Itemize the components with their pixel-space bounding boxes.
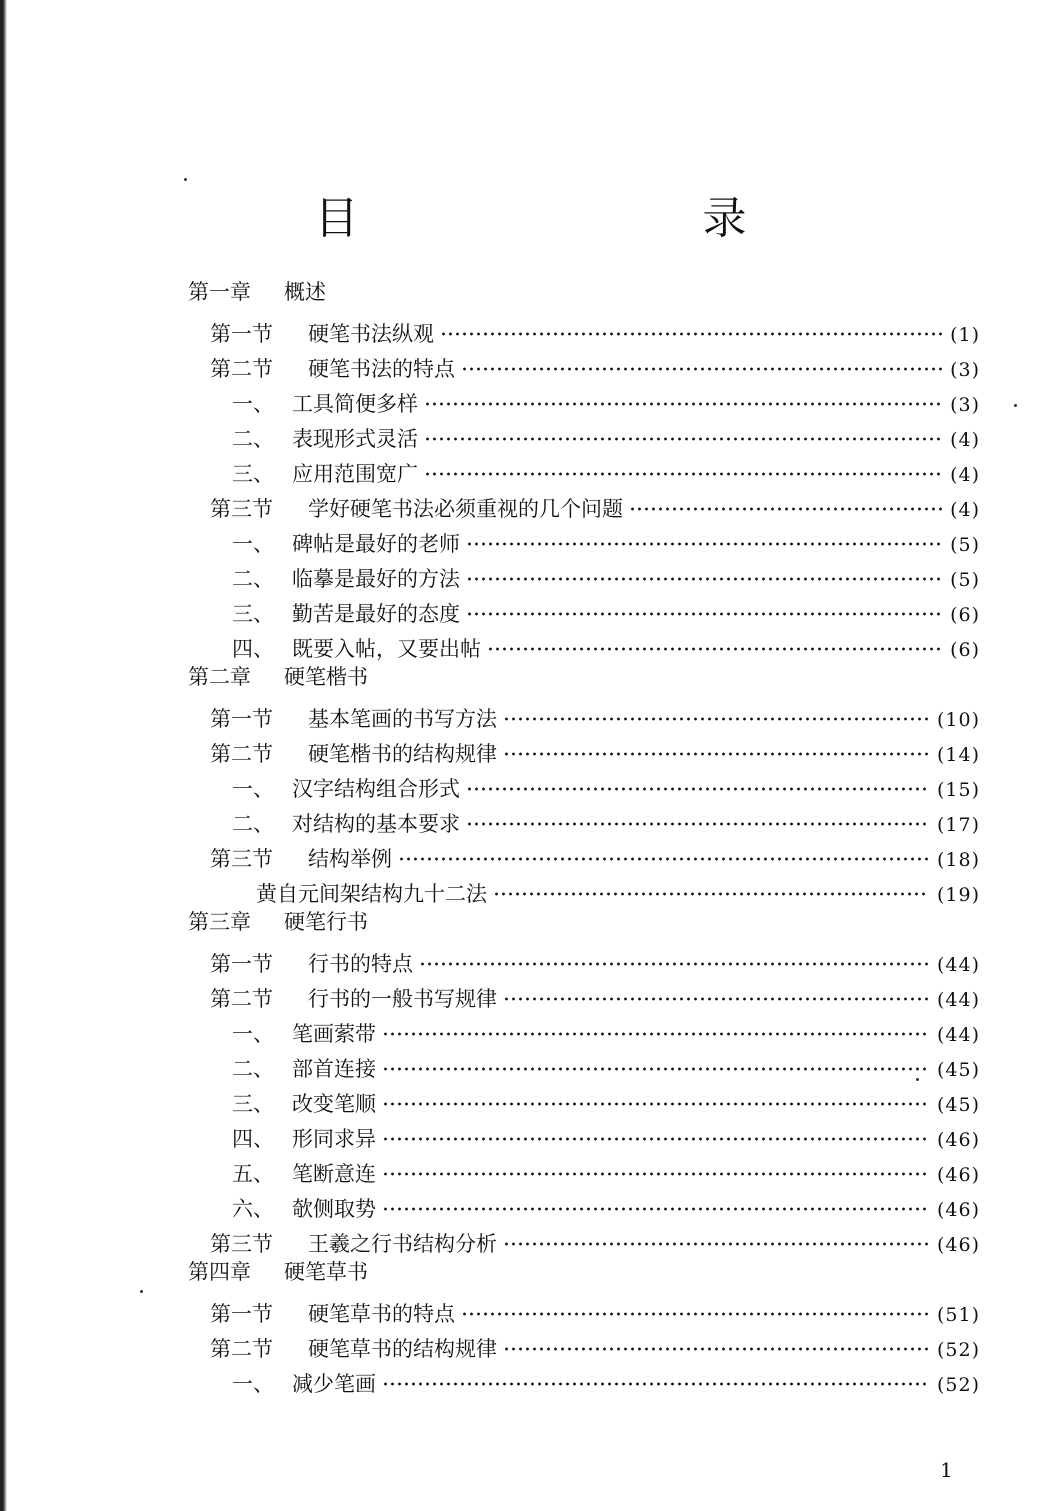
toc-entry-label: 形同求异 bbox=[292, 1127, 376, 1151]
dot-leader bbox=[382, 1363, 929, 1391]
toc-page-ref: (5) bbox=[950, 569, 980, 591]
toc-entry bbox=[180, 313, 980, 348]
toc-entry-number: 五、 bbox=[232, 1162, 274, 1186]
toc-page-ref: (44) bbox=[936, 954, 980, 976]
toc-entry bbox=[180, 523, 980, 558]
dot-leader bbox=[382, 1153, 929, 1181]
dot-leader bbox=[461, 1293, 929, 1321]
toc-entry-label: 硬笔楷书的结构规律 bbox=[308, 742, 497, 766]
dot-leader bbox=[424, 383, 942, 411]
dot-leader bbox=[466, 593, 942, 621]
toc-entry bbox=[180, 873, 980, 908]
toc-entry-label: 硬笔行书 bbox=[284, 910, 368, 934]
dot-leader bbox=[493, 873, 929, 901]
toc-entry bbox=[180, 1083, 980, 1118]
toc-entry bbox=[180, 418, 980, 453]
scan-speck bbox=[916, 1078, 919, 1081]
toc-entry-label: 碑帖是最好的老师 bbox=[292, 532, 460, 556]
dot-leader bbox=[382, 1083, 929, 1111]
toc-entry-number: 一、 bbox=[232, 392, 274, 416]
toc-entry-label: 既要入帖，又要出帖 bbox=[292, 637, 481, 661]
toc-entry-number: 第一节 bbox=[210, 1302, 273, 1326]
toc-entry-label: 勤苦是最好的态度 bbox=[292, 602, 460, 626]
toc-page-ref: (3) bbox=[950, 359, 980, 381]
toc-entry-label: 部首连接 bbox=[292, 1057, 376, 1081]
toc-entry-number: 六、 bbox=[232, 1197, 274, 1221]
toc-entry-number: 第一章 bbox=[188, 280, 251, 304]
dot-leader bbox=[461, 348, 942, 376]
dot-leader bbox=[503, 978, 929, 1006]
toc-entry-label: 工具简便多样 bbox=[292, 392, 418, 416]
toc-entry bbox=[180, 1293, 980, 1328]
toc-page-ref: (18) bbox=[936, 849, 980, 871]
page-title: 目 录 bbox=[314, 193, 897, 244]
dot-leader bbox=[466, 558, 942, 586]
toc-chapter-heading bbox=[180, 908, 980, 943]
dot-leader bbox=[466, 523, 942, 551]
toc-entry-label: 应用范围宽广 bbox=[292, 462, 418, 486]
toc-entry-number: 一、 bbox=[232, 1022, 274, 1046]
toc-entry-label: 概述 bbox=[284, 280, 326, 304]
dot-leader bbox=[419, 943, 929, 971]
toc-entry-number: 三、 bbox=[232, 1092, 274, 1116]
dot-leader bbox=[503, 1328, 929, 1356]
dot-leader bbox=[398, 838, 929, 866]
toc-entry bbox=[180, 628, 980, 663]
scan-speck bbox=[1014, 404, 1017, 407]
dot-leader bbox=[487, 628, 942, 656]
toc-page-ref: (44) bbox=[936, 1024, 980, 1046]
toc-page-ref: (14) bbox=[936, 744, 980, 766]
toc-page-ref: (4) bbox=[950, 499, 980, 521]
toc-entry bbox=[180, 803, 980, 838]
toc-entry-number: 二、 bbox=[232, 567, 274, 591]
toc-entry-number: 第二节 bbox=[210, 742, 273, 766]
toc-entry bbox=[180, 593, 980, 628]
dot-leader bbox=[382, 1188, 929, 1216]
toc-entry-number: 一、 bbox=[232, 1372, 274, 1396]
toc-page-ref: (46) bbox=[936, 1164, 980, 1186]
dot-leader bbox=[503, 1223, 929, 1251]
scan-speck bbox=[184, 178, 187, 181]
toc-entry-label: 行书的一般书写规律 bbox=[308, 987, 497, 1011]
toc-entry-label: 硬笔草书的特点 bbox=[308, 1302, 455, 1326]
toc-entry-label: 硬笔草书的结构规律 bbox=[308, 1337, 497, 1361]
dot-leader bbox=[466, 803, 929, 831]
toc-entry-label: 硬笔书法纵观 bbox=[308, 322, 434, 346]
toc-entry bbox=[180, 1153, 980, 1188]
toc-entry-label: 表现形式灵活 bbox=[292, 427, 418, 451]
toc-entry bbox=[180, 978, 980, 1013]
toc-page-ref: (6) bbox=[950, 604, 980, 626]
table-of-contents bbox=[180, 278, 980, 1398]
toc-entry-label: 临摹是最好的方法 bbox=[292, 567, 460, 591]
toc-entry-number: 第三章 bbox=[188, 910, 251, 934]
toc-page-ref: (10) bbox=[936, 709, 980, 731]
toc-entry-number: 第一节 bbox=[210, 322, 273, 346]
toc-page-ref: (17) bbox=[936, 814, 980, 836]
toc-entry-label: 硬笔楷书 bbox=[284, 665, 368, 689]
toc-entry-label: 黄自元间架结构九十二法 bbox=[256, 882, 487, 906]
toc-entry-number: 第一节 bbox=[210, 707, 273, 731]
toc-page-ref: (4) bbox=[950, 429, 980, 451]
toc-page-ref: (46) bbox=[936, 1129, 980, 1151]
toc-entry-number: 四、 bbox=[232, 1127, 274, 1151]
toc-entry-label: 对结构的基本要求 bbox=[292, 812, 460, 836]
toc-entry bbox=[180, 1048, 980, 1083]
toc-entry-label: 硬笔书法的特点 bbox=[308, 357, 455, 381]
toc-entry bbox=[180, 1328, 980, 1363]
toc-entry-number: 二、 bbox=[232, 812, 274, 836]
toc-chapter-heading bbox=[180, 278, 980, 313]
toc-entry-number: 一、 bbox=[232, 532, 274, 556]
toc-entry-number: 第二节 bbox=[210, 357, 273, 381]
dot-leader bbox=[382, 1118, 929, 1146]
toc-entry-number: 三、 bbox=[232, 602, 274, 626]
toc-page-ref: (44) bbox=[936, 989, 980, 1011]
dot-leader bbox=[382, 1048, 929, 1076]
toc-entry-number: 第一节 bbox=[210, 952, 273, 976]
dot-leader bbox=[503, 698, 929, 726]
toc-chapter-heading bbox=[180, 663, 980, 698]
toc-entry-label: 笔画萦带 bbox=[292, 1022, 376, 1046]
toc-entry-label: 王羲之行书结构分析 bbox=[308, 1232, 497, 1256]
toc-page-ref: (45) bbox=[936, 1059, 980, 1081]
toc-entry bbox=[180, 453, 980, 488]
toc-entry-label: 欹侧取势 bbox=[292, 1197, 376, 1221]
toc-page-ref: (19) bbox=[936, 884, 980, 906]
toc-entry-number: 第二节 bbox=[210, 987, 273, 1011]
toc-entry bbox=[180, 1223, 980, 1258]
dot-leader bbox=[424, 418, 942, 446]
dot-leader bbox=[466, 768, 929, 796]
dot-leader bbox=[440, 313, 942, 341]
toc-page-ref: (15) bbox=[936, 779, 980, 801]
toc-chapter-heading bbox=[180, 1258, 980, 1293]
toc-entry bbox=[180, 943, 980, 978]
toc-page-ref: (4) bbox=[950, 464, 980, 486]
toc-entry bbox=[180, 383, 980, 418]
toc-page-ref: (46) bbox=[936, 1199, 980, 1221]
toc-page-ref: (46) bbox=[936, 1234, 980, 1256]
toc-entry-label: 改变笔顺 bbox=[292, 1092, 376, 1116]
toc-entry-number: 第三节 bbox=[210, 847, 273, 871]
toc-entry-label: 学好硬笔书法必须重视的几个问题 bbox=[308, 497, 623, 521]
toc-entry bbox=[180, 1118, 980, 1153]
page-number: 1 bbox=[940, 1458, 953, 1482]
toc-entry bbox=[180, 488, 980, 523]
dot-leader bbox=[382, 1013, 929, 1041]
toc-entry-number: 第四章 bbox=[188, 1260, 251, 1284]
toc-page-ref: (45) bbox=[936, 1094, 980, 1116]
toc-entry bbox=[180, 838, 980, 873]
scan-speck bbox=[140, 1290, 143, 1293]
toc-entry-number: 三、 bbox=[232, 462, 274, 486]
toc-entry-number: 二、 bbox=[232, 427, 274, 451]
toc-entry bbox=[180, 768, 980, 803]
toc-entry bbox=[180, 558, 980, 593]
toc-entry-number: 第二章 bbox=[188, 665, 251, 689]
toc-entry-label: 结构举例 bbox=[308, 847, 392, 871]
toc-entry bbox=[180, 733, 980, 768]
toc-page-ref: (6) bbox=[950, 639, 980, 661]
toc-page-ref: (1) bbox=[950, 324, 980, 346]
toc-entry-label: 笔断意连 bbox=[292, 1162, 376, 1186]
toc-page-ref: (5) bbox=[950, 534, 980, 556]
toc-entry-number: 一、 bbox=[232, 777, 274, 801]
dot-leader bbox=[629, 488, 942, 516]
toc-entry-number: 四、 bbox=[232, 637, 274, 661]
dot-leader bbox=[424, 453, 942, 481]
toc-page-ref: (51) bbox=[936, 1304, 980, 1326]
toc-entry-number: 第三节 bbox=[210, 497, 273, 521]
toc-entry-label: 汉字结构组合形式 bbox=[292, 777, 460, 801]
toc-entry bbox=[180, 1363, 980, 1398]
toc-entry-number: 二、 bbox=[232, 1057, 274, 1081]
toc-entry bbox=[180, 1188, 980, 1223]
toc-entry-number: 第二节 bbox=[210, 1337, 273, 1361]
toc-entry bbox=[180, 1013, 980, 1048]
toc-entry-number: 第三节 bbox=[210, 1232, 273, 1256]
toc-entry-label: 基本笔画的书写方法 bbox=[308, 707, 497, 731]
toc-entry bbox=[180, 698, 980, 733]
toc-entry-label: 行书的特点 bbox=[308, 952, 413, 976]
toc-entry-label: 减少笔画 bbox=[292, 1372, 376, 1396]
toc-page-ref: (3) bbox=[950, 394, 980, 416]
toc-page-ref: (52) bbox=[936, 1339, 980, 1361]
toc-entry bbox=[180, 348, 980, 383]
dot-leader bbox=[503, 733, 929, 761]
toc-entry-label: 硬笔草书 bbox=[284, 1260, 368, 1284]
toc-page-ref: (52) bbox=[936, 1374, 980, 1396]
